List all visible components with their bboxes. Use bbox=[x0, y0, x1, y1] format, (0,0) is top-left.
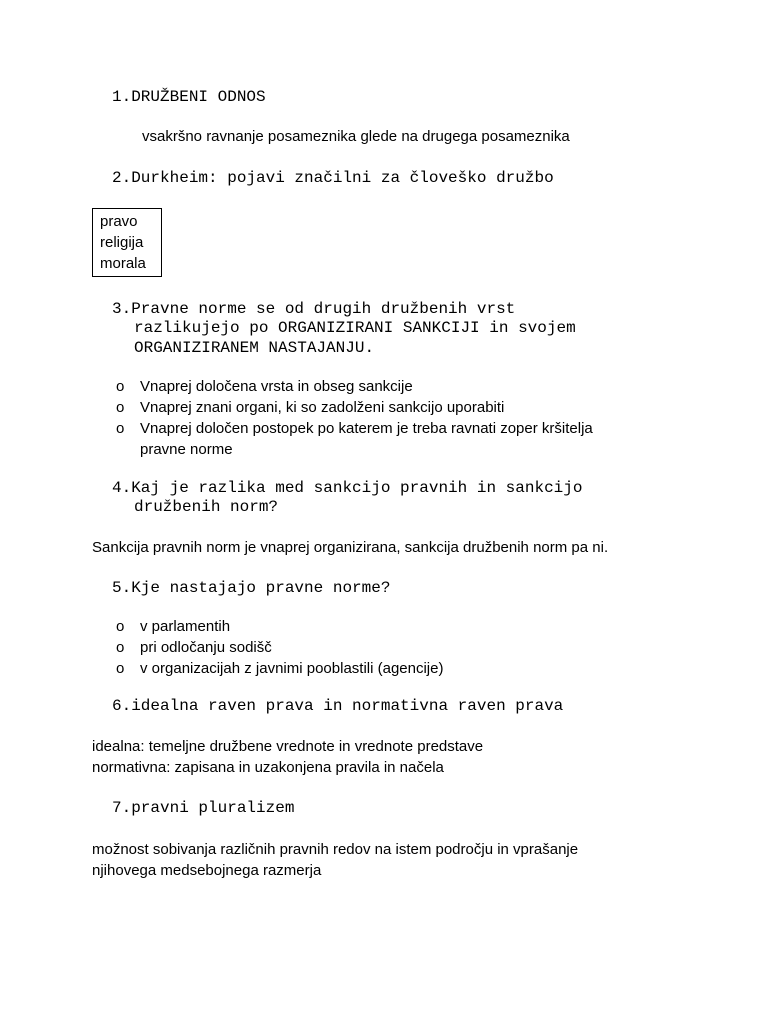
definition-term: normativna bbox=[92, 759, 167, 776]
bullet-marker: o bbox=[116, 639, 125, 656]
bullet-marker: o bbox=[116, 660, 125, 677]
definition-text: : zapisana in uzakonjena pravila in načela bbox=[166, 759, 444, 776]
bullet-marker: o bbox=[116, 420, 125, 437]
definition-text: : temeljne družbene vrednote in vrednote predstave bbox=[140, 738, 484, 755]
list-item: o Vnaprej določena vrsta in obseg sankcije bbox=[116, 378, 413, 395]
section-1-heading bbox=[112, 88, 266, 106]
section-title: DRUŽBENI ODNOS bbox=[131, 88, 266, 106]
section-7-heading bbox=[112, 799, 294, 817]
section-4-heading bbox=[112, 479, 582, 497]
definition-normativna bbox=[92, 759, 444, 776]
section-number: 6. bbox=[112, 697, 132, 715]
box-item: pravo bbox=[100, 213, 138, 230]
section-title-line: ORGANIZIRANEM NASTAJANJU. bbox=[134, 339, 375, 357]
section-title-line: Kaj je razlika med sankcijo pravnih in sankcijo bbox=[131, 479, 583, 497]
section-title-line: Pravne norme se od drugih družbenih vrst bbox=[131, 300, 516, 318]
section-3-heading bbox=[112, 300, 515, 318]
section-6-heading bbox=[112, 697, 563, 715]
section-title-line: razlikujejo po ORGANIZIRANI SANKCIJI in svojem bbox=[134, 319, 576, 337]
section-title-line: družbenih norm? bbox=[134, 498, 279, 516]
list-item: o pri odločanju sodišč bbox=[116, 639, 272, 656]
section-title: Durkheim: pojavi značilni za človeško družbo bbox=[131, 169, 554, 187]
list-item: o v parlamentih bbox=[116, 618, 231, 635]
section-number: 5. bbox=[112, 579, 132, 597]
section-number: 7. bbox=[112, 799, 132, 817]
phenomena-box bbox=[92, 208, 162, 277]
section-number: 2. bbox=[112, 169, 132, 187]
bullet-marker: o bbox=[116, 399, 125, 416]
list-item: o Vnaprej znani organi, ki so zadolženi sankcijo uporabiti bbox=[116, 399, 505, 416]
section-number: 4. bbox=[112, 479, 132, 497]
section-5-bullet-list bbox=[116, 616, 443, 679]
list-item-continuation: pravne norme bbox=[140, 441, 233, 458]
definition-term: idealna bbox=[92, 738, 141, 755]
list-item: o Vnaprej določen postopek po katerem je treba ravnati zoper kršitelja bbox=[116, 420, 593, 437]
section-7-body-line: možnost sobivanja različnih pravnih redov na istem področju in vprašanje bbox=[92, 841, 579, 858]
section-5-heading bbox=[112, 579, 390, 597]
section-number: 3. bbox=[112, 300, 132, 318]
bullet-marker: o bbox=[116, 618, 125, 635]
section-2-heading bbox=[112, 169, 554, 187]
section-1-definition: vsakršno ravnanje posameznika glede na drugega posameznika bbox=[142, 128, 570, 145]
bullet-marker: o bbox=[116, 378, 125, 395]
section-title: idealna raven prava in normativna raven prava bbox=[131, 697, 564, 715]
list-item: o v organizacijah z javnimi pooblastili (agencije) bbox=[116, 660, 444, 677]
section-3-bullet-list bbox=[116, 376, 593, 460]
section-title: pravni pluralizem bbox=[131, 799, 295, 817]
box-item: morala bbox=[100, 255, 146, 272]
section-7-body-line: njihovega medsebojnega razmerja bbox=[92, 862, 322, 879]
definition-idealna bbox=[92, 738, 483, 755]
section-number: 1. bbox=[112, 88, 132, 106]
section-title: Kje nastajajo pravne norme? bbox=[131, 579, 391, 597]
box-item: religija bbox=[100, 234, 144, 251]
section-4-answer: Sankcija pravnih norm je vnaprej organizirana, sankcija družbenih norm pa ni. bbox=[92, 539, 609, 556]
